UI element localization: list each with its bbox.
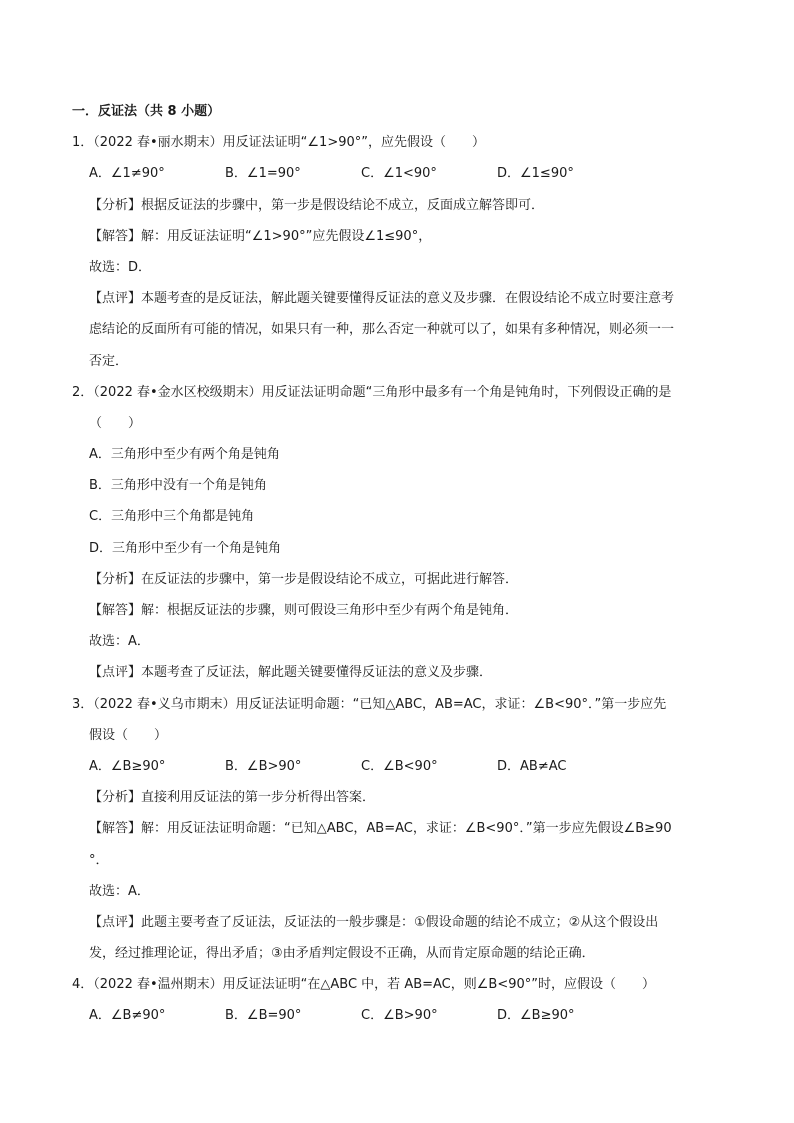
choice-b: B．∠1=90° [225, 166, 301, 182]
choice-c: C．∠1<90° [361, 166, 437, 182]
question-stem-cont: （ ） [89, 415, 142, 431]
choice-d: D．∠B≥90° [497, 1008, 575, 1024]
analysis-text: 【分析】根据反证法的步骤中，第一步是假设结论不成立，反面成立解答即可． [89, 197, 545, 213]
answer-line: °． [89, 852, 109, 868]
choice-c: C．∠B<90° [361, 758, 438, 774]
choice-d: D．∠1≤90° [497, 166, 574, 182]
question-2 [72, 377, 728, 689]
question-stem: 4．（2022 春•温州期末）用反证法证明“在△ABC 中，若 AB=AC，则∠B<90°”时，应假设（ ） [72, 977, 656, 993]
choice-c: C．三角形中三个角都是钝角 [89, 509, 255, 525]
answer-line: 【解答】解：用反证法证明命题：“已知△ABC，AB=AC，求证：∠B<90°．”第一步应先假设∠B≥90 [89, 821, 672, 837]
comment-text: 【点评】本题考查了反证法，解此题关键要懂得反证法的意义及步骤． [89, 665, 493, 681]
choice-a: A．三角形中至少有两个角是钝角 [89, 447, 280, 463]
choice-b: B．∠B>90° [225, 758, 302, 774]
comment-line: 【点评】本题考查的是反证法，解此题关键要懂得反证法的意义及步骤．在假设结论不成立时要注意考 [89, 291, 675, 307]
analysis-text: 【分析】在反证法的步骤中，第一步是假设结论不成立，可据此进行解答． [89, 571, 519, 587]
question-stem: 2．（2022 春•金水区校级期末）用反证法证明命题“三角形中最多有一个角是钝角时，下列假设正确的是 [72, 384, 672, 400]
choose-text: 故选：D． [89, 259, 152, 275]
choice-d: D．AB≠AC [497, 758, 567, 774]
document-page [72, 96, 728, 1032]
section-title: 一．反证法（共 8 小题） [72, 104, 221, 119]
question-stem: 3．（2022 春•义乌市期末）用反证法证明命题：“已知△ABC，AB=AC，求证：∠B<90°．”第一步应先 [72, 696, 667, 712]
answer-text: 【解答】解：根据反证法的步骤，则可假设三角形中至少有两个角是钝角． [89, 603, 519, 618]
choice-b: B．三角形中没有一个角是钝角 [89, 478, 267, 494]
comment-line: 虑结论的反面所有可能的情况，如果只有一种，那么否定一种就可以了，如果有多种情况，则必须一一 [89, 322, 675, 338]
choice-a: A．∠1≠90° [89, 166, 165, 182]
answer-text: 【解答】解：用反证法证明“∠1>90°”应先假设∠1≤90°， [89, 228, 432, 244]
choice-b: B．∠B=90° [225, 1008, 302, 1024]
choose-text: 故选：A． [89, 634, 150, 650]
choice-a: A．∠B≥90° [89, 758, 166, 774]
analysis-text: 【分析】直接利用反证法的第一步分析得出答案． [89, 790, 376, 806]
choice-d: D．三角形中至少有一个角是钝角 [89, 540, 282, 556]
question-3 [72, 689, 728, 970]
question-4 [72, 969, 728, 1031]
choice-c: C．∠B>90° [361, 1008, 438, 1024]
question-stem-cont: 假设（ ） [89, 727, 168, 743]
comment-line: 发，经过推理论证，得出矛盾；③由矛盾判定假设不正确，从而肯定原命题的结论正确． [89, 946, 595, 962]
choice-a: A．∠B≠90° [89, 1008, 166, 1024]
question-stem: 1．（2022 春•丽水期末）用反证法证明“∠1>90°”，应先假设（ ） [72, 135, 485, 151]
choice-row [72, 158, 728, 189]
choice-row [72, 751, 728, 782]
choice-row [72, 1000, 728, 1031]
comment-line: 否定． [89, 353, 129, 369]
question-1 [72, 127, 728, 377]
choose-text: 故选：A． [89, 883, 150, 899]
comment-line: 【点评】此题主要考查了反证法，反证法的一般步骤是：①假设命题的结论不成立；②从这个假设出 [89, 914, 659, 930]
